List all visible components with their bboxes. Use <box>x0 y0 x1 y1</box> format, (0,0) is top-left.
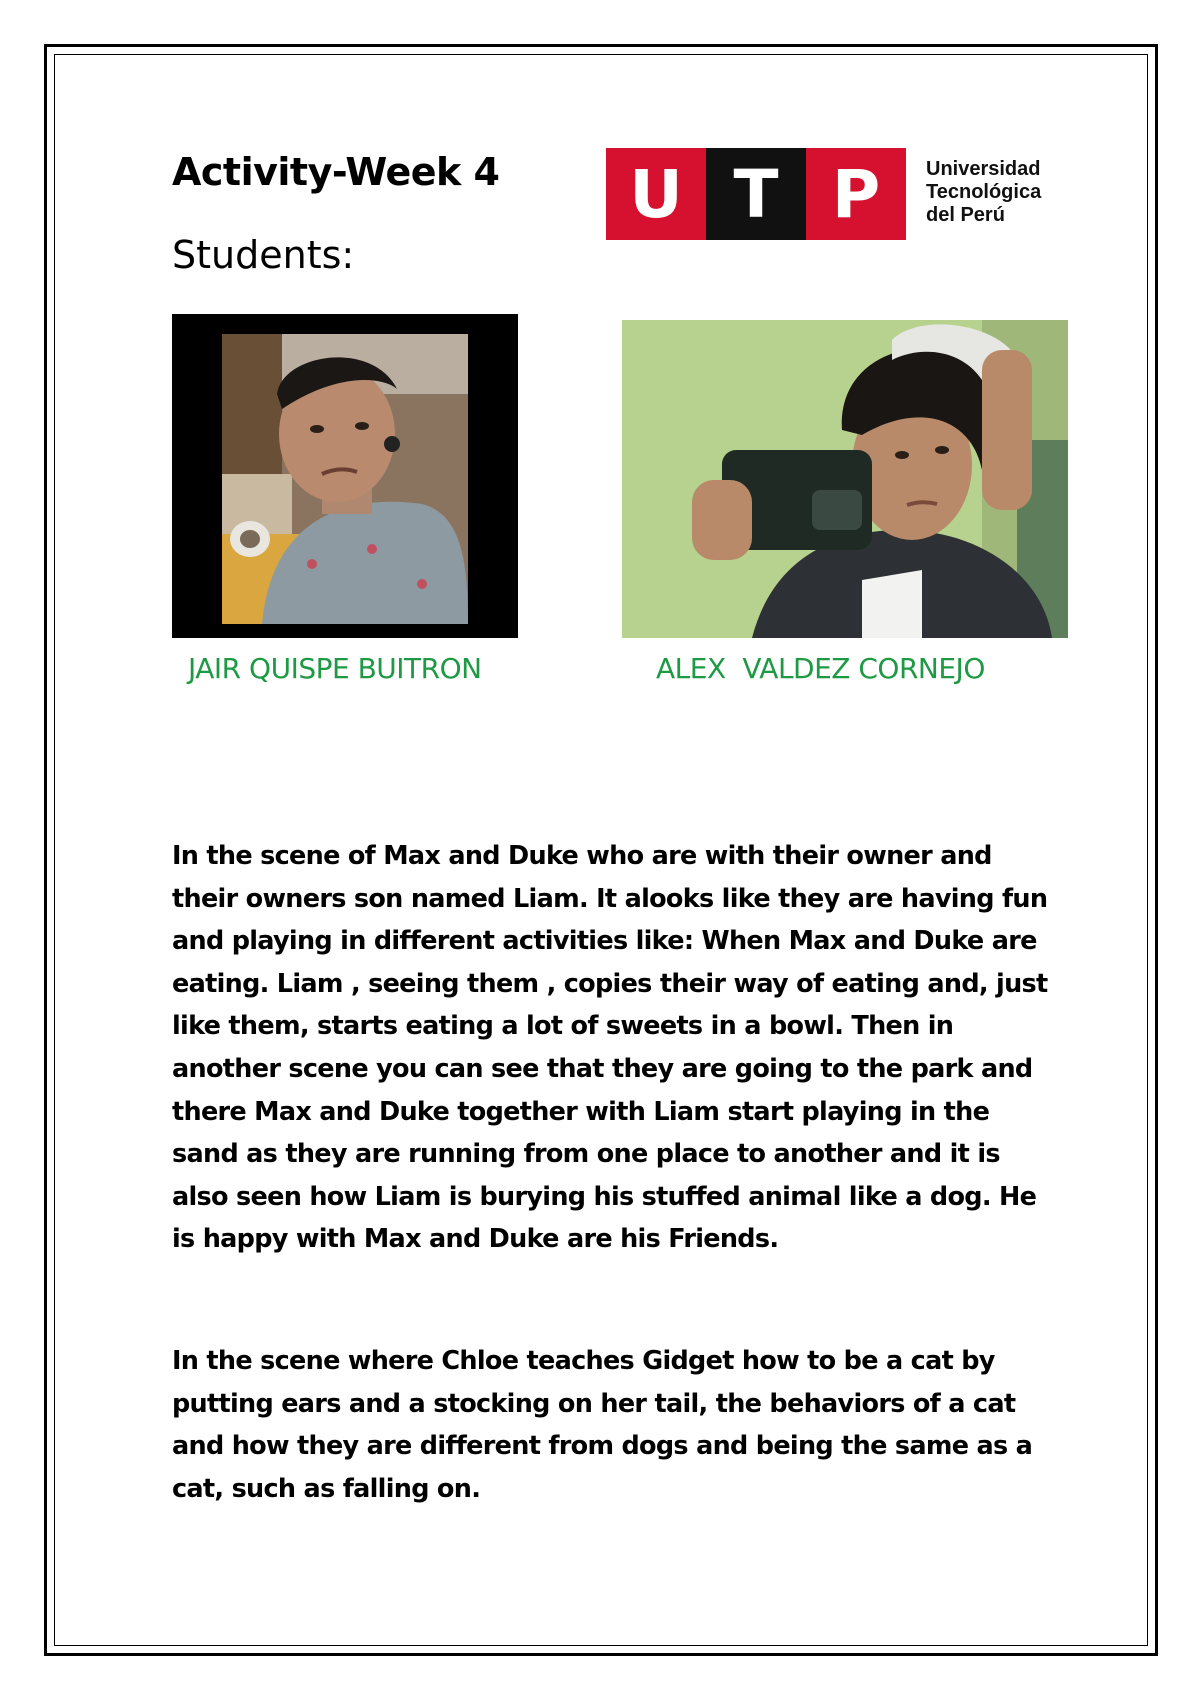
person-photo-icon <box>622 320 1068 638</box>
logo-line-2: Tecnológica <box>926 181 1042 203</box>
student-photo-alex <box>622 320 1068 638</box>
logo-letter-p: P <box>831 155 881 233</box>
student-photo-jair-image <box>222 334 468 624</box>
student-photo-jair <box>172 314 518 638</box>
logo-line-3: del Perú <box>926 204 1005 226</box>
students-heading: Students: <box>172 233 355 277</box>
document-title: Activity-Week 4 <box>172 150 500 194</box>
utp-logo-wordmark <box>926 158 1041 227</box>
logo-line-1: Universidad <box>926 158 1041 180</box>
paragraph-2: In the scene where Chloe teaches Gidget how to be a cat by putting ears and a stocking on her tail, the behaviors of a cat and how they are different from dogs and being the same as a cat, such as falling on. <box>172 1346 1033 1504</box>
utp-logo-mark <box>606 148 906 240</box>
person-photo-icon <box>222 334 468 624</box>
student-name-2: ALEX VALDEZ CORNEJO <box>656 652 985 685</box>
student-name-1: JAIR QUISPE BUITRON <box>188 652 482 685</box>
utp-logo <box>606 148 1066 240</box>
logo-letter-t: T <box>706 148 806 240</box>
paragraph-1: In the scene of Max and Duke who are with their owner and their owners son named Liam. It alooks like they are having fun and playing in different activities like: When Max and Duke are eating. Liam , seeing them , copies their way of eating and, just like them, starts eating a lot of sweets in a bowl. Then in another scene you can see that they are going to the park and there Max and Duke together with Liam start playing in the sand as they are running from one place to another and it is also seen how Liam is burying his stuffed animal like a dog. He is happy with Max and Duke are his Friends. <box>172 841 1048 1255</box>
logo-letter-u: U <box>629 155 683 233</box>
